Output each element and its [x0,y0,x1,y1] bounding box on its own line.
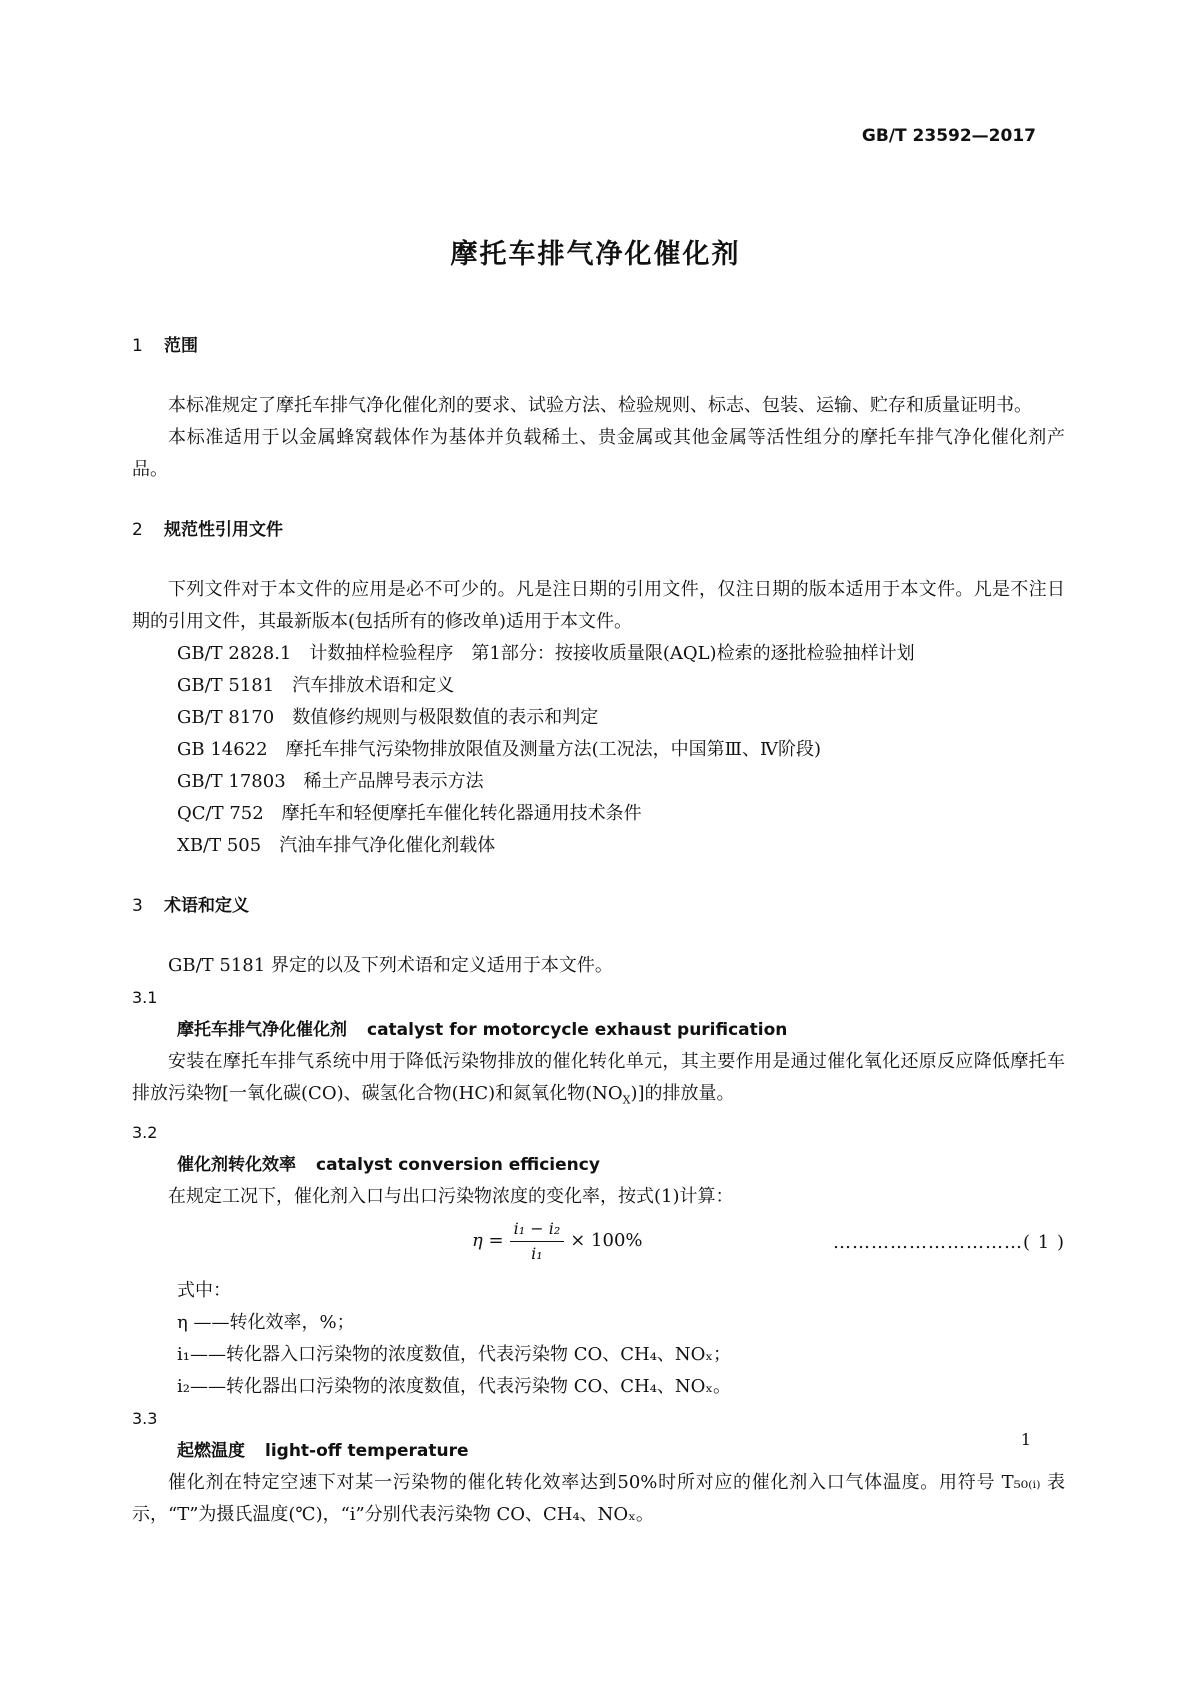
paragraph: 下列文件对于本文件的应用是必不可少的。凡是注日期的引用文件，仅注日期的版本适用于本文件。凡是不注日期的引用文件，其最新版本(包括所有的修改单)适用于本文件。 [132,579,1065,632]
term-number: 3.1 [132,988,158,1007]
section-3-heading [132,890,1065,922]
term-title [132,1149,1065,1181]
reference-item: XB/T 505 汽油车排气净化催化剂载体 [177,835,496,856]
paragraph: 本标准适用于以金属蜂窝载体作为基体并负载稀土、贵金属或其他金属等活性组分的摩托车排气净化催化剂产品。 [132,427,1065,480]
term-en: catalyst for motorcycle exhaust purification [367,1020,788,1040]
page-number: 1 [1020,1430,1031,1449]
formula-tail: × 100% [570,1230,643,1252]
where-item: η ——转化效率，%； [177,1311,355,1333]
term-number: 3.3 [132,1408,158,1428]
term-definition: 在规定工况下，催化剂入口与出口污染物浓度的变化率，按式(1)计算： [168,1185,734,1207]
term-title [132,1014,1065,1046]
formula-lhs: η = [472,1230,504,1252]
term-title [132,1435,1065,1467]
where-item: i₂——转化器出口污染物的浓度数值，代表污染物 CO、CH₄、NOₓ。 [177,1375,732,1397]
section-1-heading [132,330,1065,362]
document-body [132,330,1065,1531]
term-en: catalyst conversion efficiency [316,1154,600,1175]
section-number: 2 [132,520,143,540]
reference-item: GB 14622 摩托车排气污染物排放限值及测量方法(工况法，中国第Ⅲ、Ⅳ阶段) [177,739,821,760]
term-number: 3.2 [132,1122,158,1142]
formula-number: …………………………( 1 ) [833,1231,1065,1253]
term-definition: 安装在摩托车排气系统中用于降低污染物排放的催化转化单元，其主要作用是通过催化氧化还原反应降低摩托车排放污染物[一氧化碳(CO)、碳氢化合物(HC)和氮氧化物$(NO_X)$]的排放量。 [132,1051,1065,1107]
section-title: 范围 [164,336,198,356]
formula-denominator: i₁ [531,1243,543,1263]
paragraph: 本标准规定了摩托车排气净化催化剂的要求、试验方法、检验规则、标志、包装、运输、贮存和质量证明书。 [168,395,1032,416]
document-code: GB/T 23592—2017 [861,126,1036,146]
section-number: 1 [132,336,143,356]
section-number: 3 [132,896,143,916]
section-title: 术语和定义 [164,896,249,916]
reference-item: GB/T 8170 数值修约规则与极限数值的表示和判定 [177,707,599,728]
where-label: 式中： [177,1279,231,1301]
term-cn: 摩托车排气净化催化剂 [177,1020,347,1040]
reference-item: GB/T 2828.1 计数抽样检验程序 第1部分：按接收质量限(AQL)检索的逐批检验抽样计划 [177,643,915,664]
reference-item: GB/T 17803 稀土产品牌号表示方法 [177,771,484,792]
where-item: i₁——转化器入口污染物的浓度数值，代表污染物 CO、CH₄、NOₓ； [177,1343,732,1365]
formula-fraction [510,1217,565,1266]
term-en: light-off temperature [265,1440,469,1461]
section-2-heading [132,514,1065,546]
term-definition: 催化剂在特定空速下对某一污染物的催化转化效率达到50%时所对应的催化剂入口气体温度。用符号 T₅₀₍ᵢ₎ 表示，“T”为摄氏温度(℃)，“i”分别代表污染物 CO、CH₄、NOₓ。 [132,1471,1065,1525]
term-cn: 起燃温度 [177,1440,245,1461]
reference-item: GB/T 5181 汽车排放术语和定义 [177,675,455,696]
formula [472,1217,643,1266]
document-title: 摩托车排气净化催化剂 [450,239,741,270]
reference-item: QC/T 752 摩托车和轻便摩托车催化转化器通用技术条件 [177,803,642,824]
paragraph: GB/T 5181 界定的以及下列术语和定义适用于本文件。 [168,955,613,976]
term-cn: 催化剂转化效率 [177,1154,296,1175]
formula-numerator: i₁ − i₂ [510,1217,565,1242]
formula-1 [132,1213,1065,1275]
section-title: 规范性引用文件 [164,520,283,540]
